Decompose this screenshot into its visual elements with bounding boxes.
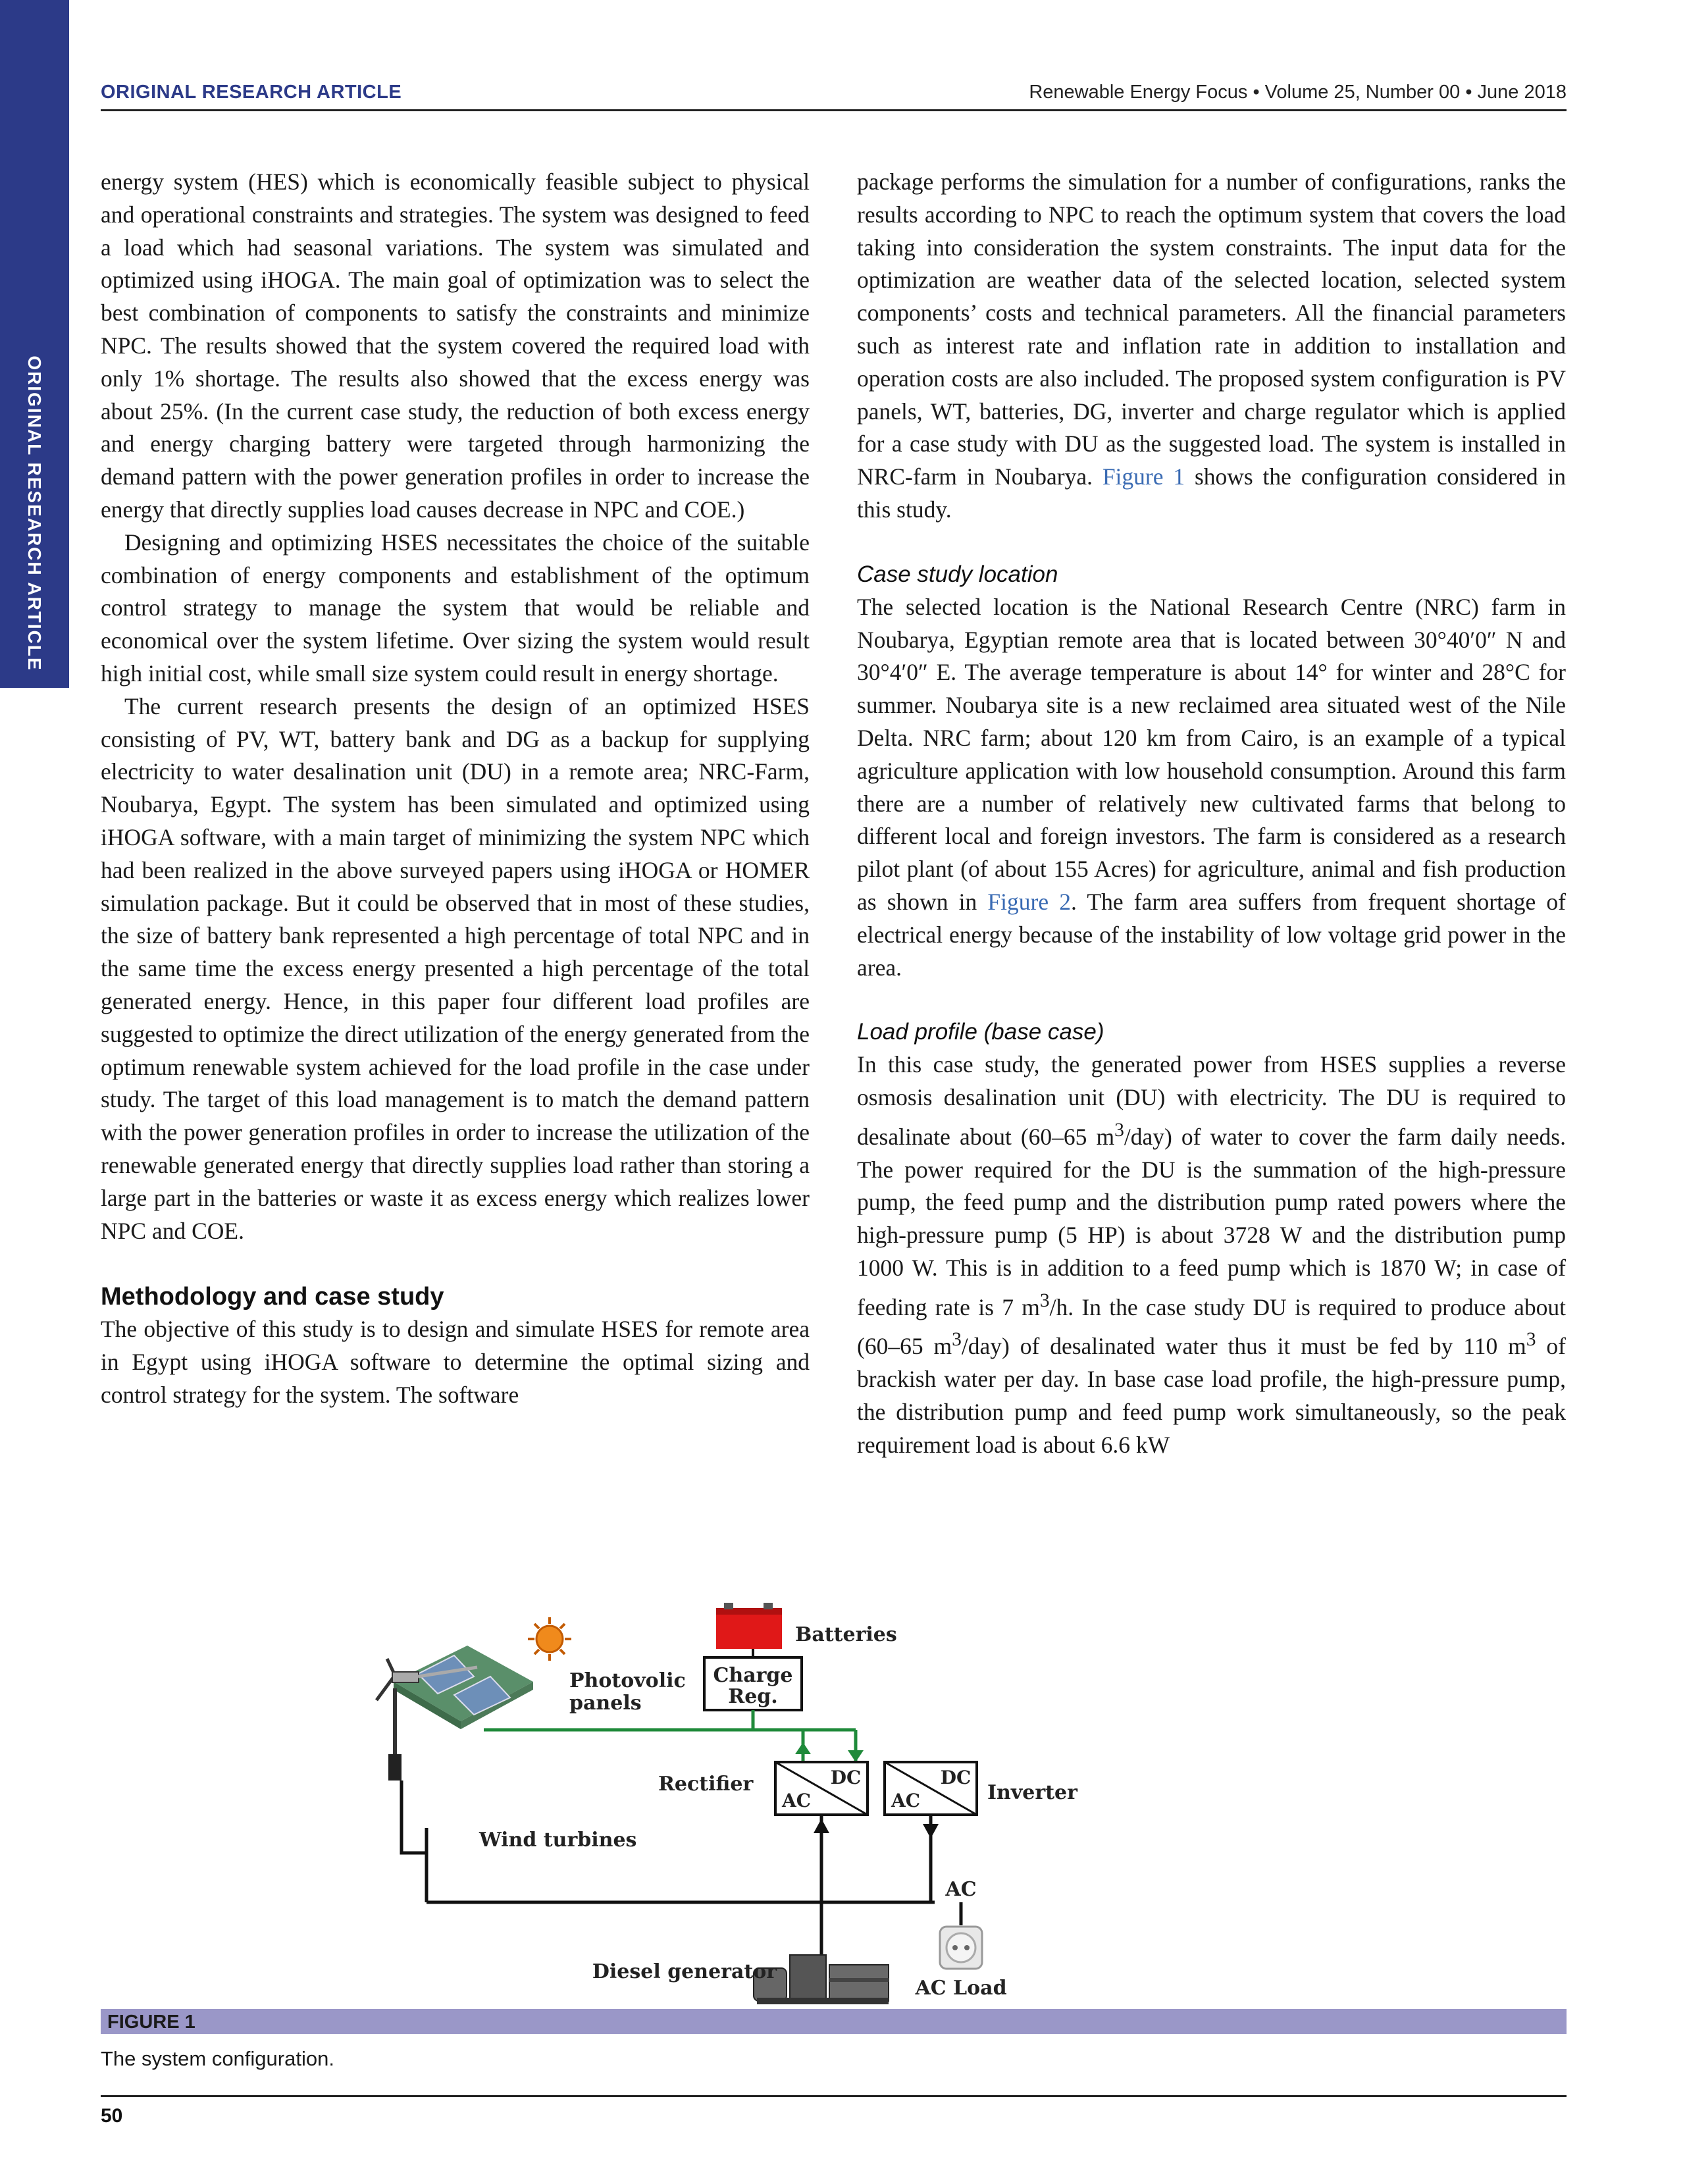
ac-socket-icon xyxy=(940,1927,982,1969)
journal-info: Renewable Energy Focus • Volume 25, Number 00 • June 2018 xyxy=(1029,82,1567,103)
figure-caption: The system configuration. xyxy=(101,2047,334,2070)
battery-icon xyxy=(716,1603,782,1649)
wind-turbines-label: Wind turbines xyxy=(479,1829,637,1852)
pv-panels-icon xyxy=(394,1646,533,1729)
subsection-heading: Case study location xyxy=(857,561,1058,587)
paragraph: Designing and optimizing HSES necessitates the choice of the suitable combination of energy components and establishment of the optimum control strategy to manage the system that would be reliable and economical over the system lifetime. Over sizing the system would result high initial cost, while small size system could result in energy shortage. xyxy=(101,529,810,687)
page-number: 50 xyxy=(101,2105,123,2127)
figure-caption-bar xyxy=(101,2009,1567,2034)
side-tab-text: ORIGINAL RESEARCH ARTICLE xyxy=(24,355,45,671)
header-rule xyxy=(101,109,1567,111)
batteries-label: Batteries xyxy=(795,1623,897,1646)
paragraph: package performs the simulation for a number of configurations, ranks the results according to NPC to reach the optimum system that covers the load taking into consideration the system constraints. The input data for the optimization are weather data of the selected location, selected system components’ costs and technical parameters. All the financial parameters such as interest rate and inflation rate in addition to installation and operation costs are also included. The proposed system configuration is PV panels, WT, batteries, DG, inverter and charge regulator which is applied for a case study with DU as the suggested load. The system is installed in NRC-farm in Noubarya. Figure 1 shows the configuration considered in this study. xyxy=(857,169,1567,523)
left-column xyxy=(101,166,810,1412)
paragraph: The objective of this study is to design and simulate HSES for remote area in Egypt using iHOGA software to determine the optimal sizing and control strategy for the system. The software xyxy=(101,1316,810,1408)
rectifier-dc-label: DC xyxy=(830,1767,862,1788)
diesel-generator-label: Diesel generator xyxy=(592,1960,777,1983)
right-column xyxy=(857,166,1566,1461)
charge-label: Charge xyxy=(713,1664,793,1687)
inverter-label: Inverter xyxy=(987,1781,1077,1804)
side-tab xyxy=(0,0,69,688)
inverter-ac-label: AC xyxy=(891,1790,921,1811)
figure-2-link[interactable]: Figure 2 xyxy=(987,888,1072,915)
system-configuration-diagram xyxy=(369,1590,1303,2017)
footer-rule xyxy=(101,2095,1567,2097)
figure-label: FIGURE 1 xyxy=(107,2012,195,2033)
rectifier-label: Rectifier xyxy=(658,1773,754,1796)
paragraph: The current research presents the design of an optimized HSES consisting of PV, WT, battery bank and DG as a backup for supplying electricity to water desalination unit (DU) in a remote area; NRC-Farm, Noubarya, Egypt. The system has been simulated and optimized using iHOGA software, with a main target of minimizing the system NPC which had been realized in the above surveyed papers using iHOGA or HOMER simulation package. But it could be observed that in most of these studies, the size of battery bank represented a high percentage of total NPC and in the same time the excess energy presented a high percentage of the total generated energy. Hence, in this paper four different load profiles are suggested to optimize the direct utilization of the energy generated from the optimum renewable system achieved for the load profile in the case under study. The target of this load management is to match the demand pattern with the power generation profiles in order to increase the utilization of the renewable generated energy that directly supplies load rather than storing a large part in the batteries or waste it as excess energy which realizes lower NPC and COE. xyxy=(101,692,810,1244)
figure-1-link[interactable]: Figure 1 xyxy=(1102,463,1185,490)
reg-label: Reg. xyxy=(728,1685,778,1708)
rectifier-ac-label: AC xyxy=(781,1790,812,1811)
subsection-heading: Load profile (base case) xyxy=(857,1019,1104,1045)
section-heading: Methodology and case study xyxy=(101,1283,444,1311)
paragraph: energy system (HES) which is economically feasible subject to physical and operational constraints and strategies. The system was designed to feed a load which had seasonal variations. The system was simulated and optimized using iHOGA. The main goal of optimization was to select the best combination of components to satisfy the constraints and minimize NPC. The results showed that the system covered the required load with only 1% shortage. The results also showed that the excess energy was about 25%. (In the current case study, the reduction of both excess energy and energy charging battery were targeted through harmonizing the demand pattern with the power generation profiles in order to increase the energy that directly supplies load causes decrease in NPC and COE.) xyxy=(101,169,810,523)
paragraph: In this case study, the generated power from HSES supplies a reverse osmosis desalination unit (DU) with electricity. The DU is required to desalinate about (60–65 $m^3/day$) of water to cover the farm daily needs. The power required for the DU is the summation of the high-pressure pump, the feed pump and the distribution pump rated powers where the high-pressure pump (5 HP) is about 3728 W and the distribution pump 1000 W. This is in addition to a feed pump which is 1870 W; in case of feeding rate is 7 $m^3/h$. In the case study DU is required to produce about (60–65 $m^3/day$) of desalinated water thus it must be fed by 110 $m^3$ of brackish water per day. In base case load profile, the high-pressure pump, the distribution pump and feed pump work simultaneously, so the peak requirement load is about 6.6 kW xyxy=(857,1051,1567,1458)
ac-load-label: AC Load xyxy=(915,1977,1007,2000)
inverter-dc-label: DC xyxy=(940,1767,972,1788)
pv-label: Photovolic xyxy=(569,1669,686,1692)
paragraph: The selected location is the National Research Centre (NRC) farm in Noubarya, Egyptian remote area that is located between 30°40′0″ N and 30°4′0″ E. The average temperature is about 14° for winter and 28°C for summer. Noubarya site is a new reclaimed area situated west of the Nile Delta. NRC farm; about 120 km from Cairo, is an example of a typical agriculture application with low household consumption. Around this farm there are a number of relatively new cultivated farms that belong to different local and foreign investors. The farm is considered as a research pilot plant (of about 155 Acres) for agriculture, animal and fish production as shown in Figure 2. The farm area suffers from frequent shortage of electrical energy because of the instability of low voltage grid power in the area. xyxy=(857,593,1566,981)
pv-label-2: panels xyxy=(569,1692,642,1715)
ac-bus-label: AC xyxy=(945,1878,977,1901)
sun-icon xyxy=(528,1617,571,1661)
section-label: ORIGINAL RESEARCH ARTICLE xyxy=(101,82,402,103)
